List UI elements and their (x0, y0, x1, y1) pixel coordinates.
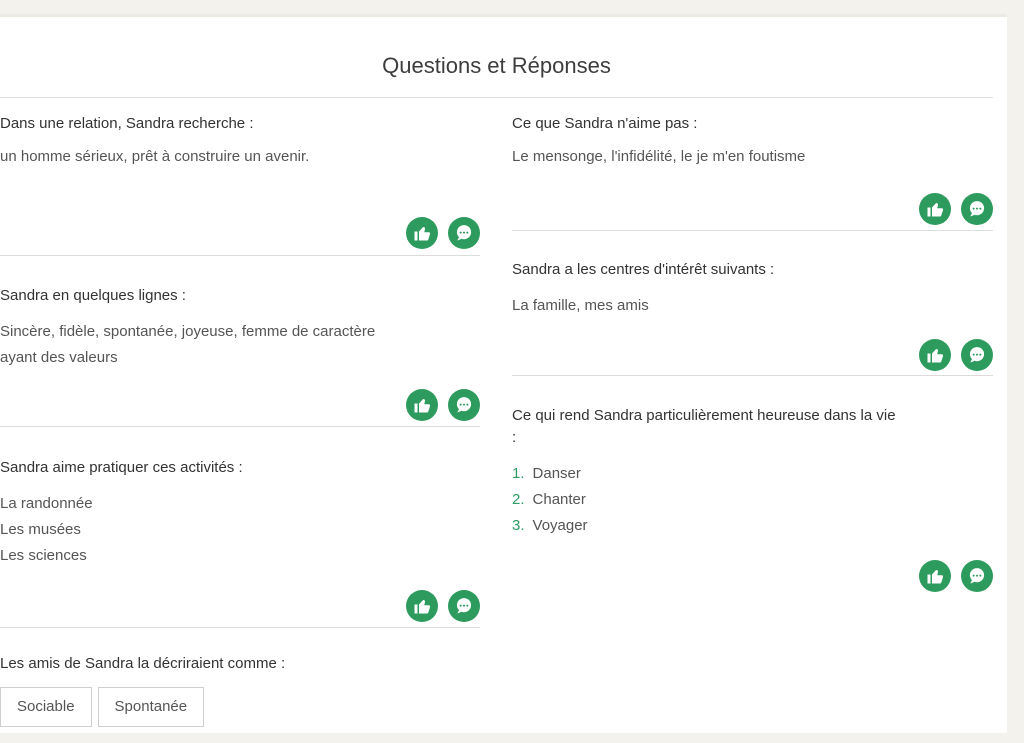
trait-tag: Sociable (0, 687, 92, 727)
thumbs-up-icon[interactable] (919, 560, 951, 592)
question-text: Sandra aime pratiquer ces activités : (0, 459, 243, 476)
answer-line: Les sciences (0, 547, 87, 564)
question-text: Ce que Sandra n'aime pas : (512, 115, 698, 132)
trait-tags (0, 687, 204, 727)
answer-actions (919, 193, 993, 225)
qa-item-friends (0, 653, 480, 743)
answer-line: La famille, mes amis (512, 297, 649, 314)
qa-item-happiness (512, 405, 993, 615)
answer-actions (406, 389, 480, 421)
thumbs-up-icon[interactable] (919, 193, 951, 225)
list-text: Danser (532, 465, 581, 482)
answer-line: Les musées (0, 521, 81, 538)
qa-item-activities (0, 457, 480, 628)
comment-bubble-icon[interactable] (448, 217, 480, 249)
list-text: Voyager (532, 517, 588, 534)
question-text: Dans une relation, Sandra recherche : (0, 115, 254, 132)
qa-item-description (0, 285, 480, 427)
list-text: Chanter (532, 491, 586, 508)
comment-bubble-icon[interactable] (961, 339, 993, 371)
answer-line: un homme sérieux, prêt à construire un avenir. (0, 148, 310, 165)
question-text: Les amis de Sandra la décriraient comme : (0, 655, 286, 672)
thumbs-up-icon[interactable] (406, 389, 438, 421)
answer-text (0, 491, 93, 569)
answer-actions (919, 339, 993, 371)
thumbs-up-icon[interactable] (406, 217, 438, 249)
list-number: 3. (512, 517, 525, 534)
title-divider (0, 97, 993, 98)
comment-bubble-icon[interactable] (961, 560, 993, 592)
question-text (512, 405, 896, 449)
qa-item-dislikes (512, 113, 993, 231)
thumbs-up-icon[interactable] (406, 590, 438, 622)
answer-actions (406, 590, 480, 622)
answer-line: La randonnée (0, 495, 93, 512)
list-item (512, 461, 588, 487)
answer-actions (406, 217, 480, 249)
answer-line: ayant des valeurs (0, 349, 118, 366)
answer-actions (919, 560, 993, 592)
section-title: Questions et Réponses (382, 53, 611, 78)
questions-panel (0, 14, 1007, 733)
question-line: Ce qui rend Sandra particulièrement heureuse dans la vie (512, 407, 896, 424)
comment-bubble-icon[interactable] (961, 193, 993, 225)
list-item (512, 513, 588, 539)
trait-tag: Spontanée (98, 687, 205, 727)
answer-text (512, 293, 649, 319)
thumbs-up-icon[interactable] (919, 339, 951, 371)
answer-text (0, 319, 375, 371)
answer-text (0, 144, 309, 170)
qa-item-relation (0, 113, 480, 256)
question-line: : (512, 429, 517, 446)
question-text: Sandra en quelques lignes : (0, 287, 186, 304)
list-number: 2. (512, 491, 525, 508)
list-item (512, 487, 588, 513)
answer-line: Le mensonge, l'infidélité, le je m'en foutisme (512, 148, 806, 165)
question-text: Sandra a les centres d'intérêt suivants : (512, 261, 775, 278)
answer-line: Sincère, fidèle, spontanée, joyeuse, femme de caractère (0, 323, 376, 340)
list-number: 1. (512, 465, 525, 482)
answer-list (512, 461, 588, 539)
answer-text (512, 144, 805, 170)
comment-bubble-icon[interactable] (448, 590, 480, 622)
comment-bubble-icon[interactable] (448, 389, 480, 421)
qa-item-interests (512, 259, 993, 376)
